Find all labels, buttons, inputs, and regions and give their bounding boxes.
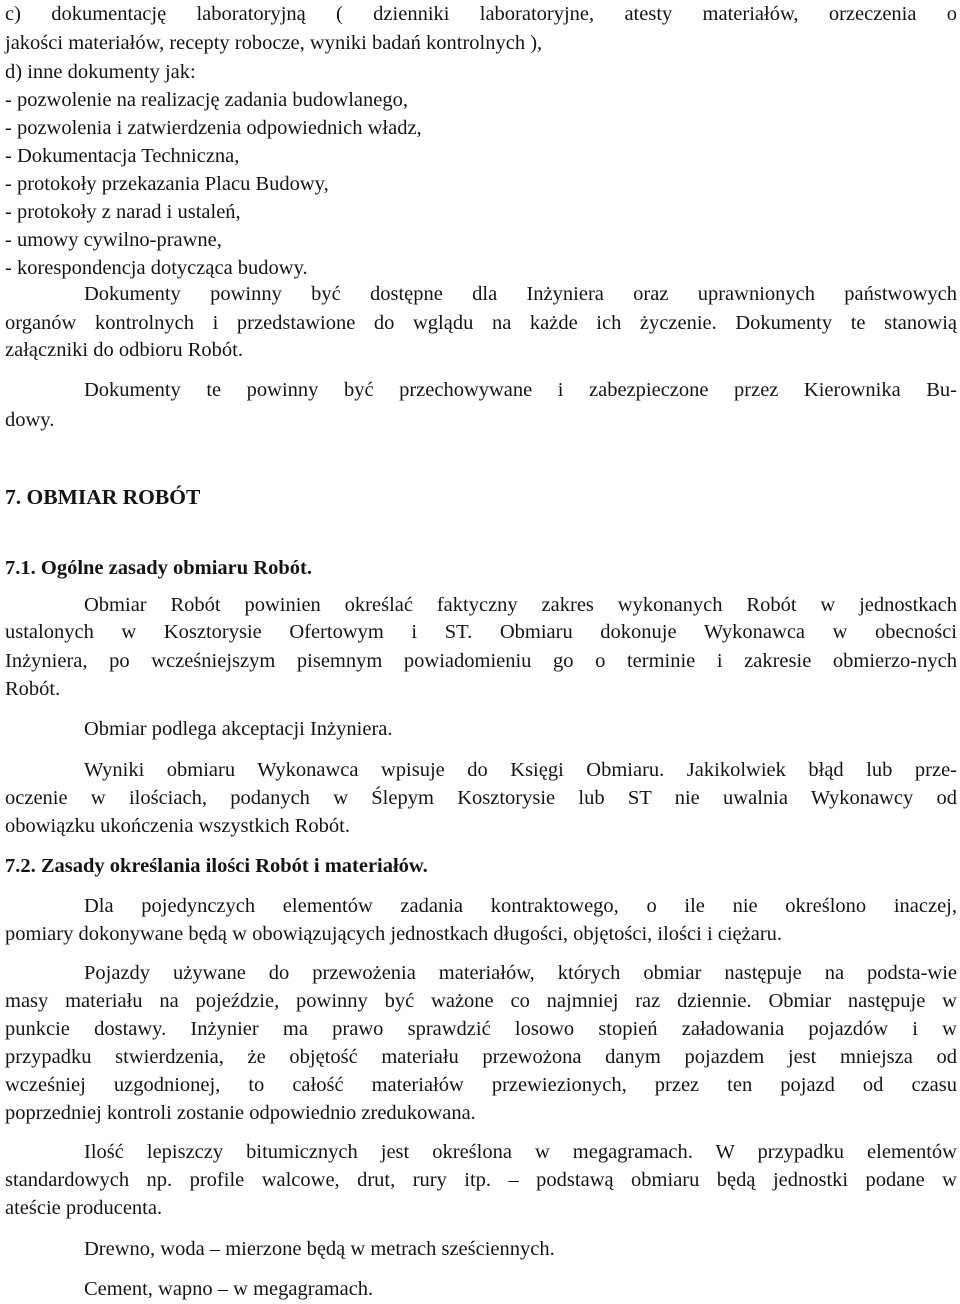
paragraph-line: poprzedniej kontroli zostanie odpowiednio zredukowana. [5,1102,476,1124]
paragraph-line: ustalonych w Kosztorysie Ofertowym i ST. Obmiaru dokonuje Wykonawca w obecności [5,621,957,643]
paragraph-line: masy materiału na pojeździe, powinny być ważone co najmniej raz dziennie. Obmiar następuje w [5,990,957,1012]
paragraph-line: Cement, wapno – w megagramach. [84,1278,374,1300]
list-item-c: c) dokumentację laboratoryjną ( dzienniki laboratoryjne, atesty materiałów, orzeczenia o [5,3,957,25]
paragraph-line: przypadku stwierdzenia, że objętość materiału przewożona danym pojazdem jest mniejsza od [5,1046,957,1068]
paragraph-line: Inżyniera, po wcześniejszym pisemnym powiadomieniu go o terminie i zakresie obmierzo-nych [5,650,957,672]
paragraph-line: Dokumenty powinny być dostępne dla Inżyniera oraz uprawnionych państwowych [84,283,957,305]
paragraph-line: oczenie w ilościach, podanych w Ślepym Kosztorysie lub ST nie uwalnia Wykonawcy od [5,787,957,809]
paragraph-line: Wyniki obmiaru Wykonawca wpisuje do Księgi Obmiaru. Jakikolwiek błąd lub prze- [84,759,957,781]
paragraph-line: Pojazdy używane do przewożenia materiałów, których obmiar następuje na podsta-wie [84,962,957,984]
list-item-dash: - pozwolenia i zatwierdzenia odpowiednich władz, [5,117,422,139]
list-item-dash: - korespondencja dotycząca budowy. [5,257,308,279]
paragraph-line: Obmiar podlega akceptacji Inżyniera. [84,718,393,740]
paragraph-line: organów kontrolnych i przedstawione do wglądu na każde ich życzenie. Dokumenty te stanowią [5,312,957,334]
paragraph-line: wcześniej uzgodnionej, to całość materiałów przewiezionych, przez ten pojazd od czasu [5,1074,957,1096]
paragraph-line: pomiary dokonywane będą w obowiązujących jednostkach długości, objętości, ilości i ciężaru. [5,923,783,945]
paragraph-line: Dokumenty te powinny być przechowywane i zabezpieczone przez Kierownika Bu- [84,379,957,401]
list-item-dash: - Dokumentacja Techniczna, [5,145,240,167]
list-item-dash: - protokoły z narad i ustaleń, [5,201,241,223]
list-item-d: d) inne dokumenty jak: [5,61,196,83]
paragraph-line: Dla pojedynczych elementów zadania kontraktowego, o ile nie określono inaczej, [84,895,957,917]
paragraph-line: Ilość lepiszczy bitumicznych jest określona w megagramach. W przypadku elementów [84,1141,957,1163]
paragraph-line: dowy. [5,409,55,431]
subsection-heading: 7.1. Ogólne zasady obmiaru Robót. [5,557,312,579]
list-item-dash: - umowy cywilno-prawne, [5,229,222,251]
section-heading: 7. OBMIAR ROBÓT [5,485,201,509]
paragraph-line: Robót. [5,678,61,700]
paragraph-line: Drewno, woda – mierzone będą w metrach sześciennych. [84,1238,555,1260]
list-item-dash: - protokoły przekazania Placu Budowy, [5,173,329,195]
list-item-dash: - pozwolenie na realizację zadania budowlanego, [5,89,408,111]
paragraph-line: ateście producenta. [5,1197,163,1219]
paragraph-line: obowiązku ukończenia wszystkich Robót. [5,815,351,837]
paragraph-line: punkcie dostawy. Inżynier ma prawo sprawdzić losowo stopień załadowania pojazdów i w [5,1018,957,1040]
paragraph-line: Obmiar Robót powinien określać faktyczny zakres wykonanych Robót w jednostkach [84,594,957,616]
list-item-c-cont: jakości materiałów, recepty robocze, wyniki badań kontrolnych ), [5,32,543,54]
subsection-heading: 7.2. Zasady określania ilości Robót i materiałów. [5,855,428,877]
paragraph-line: standardowych np. profile walcowe, drut, rury itp. – podstawą obmiaru będą jednostki podane w [5,1169,957,1191]
paragraph-line: załączniki do odbioru Robót. [5,339,243,361]
